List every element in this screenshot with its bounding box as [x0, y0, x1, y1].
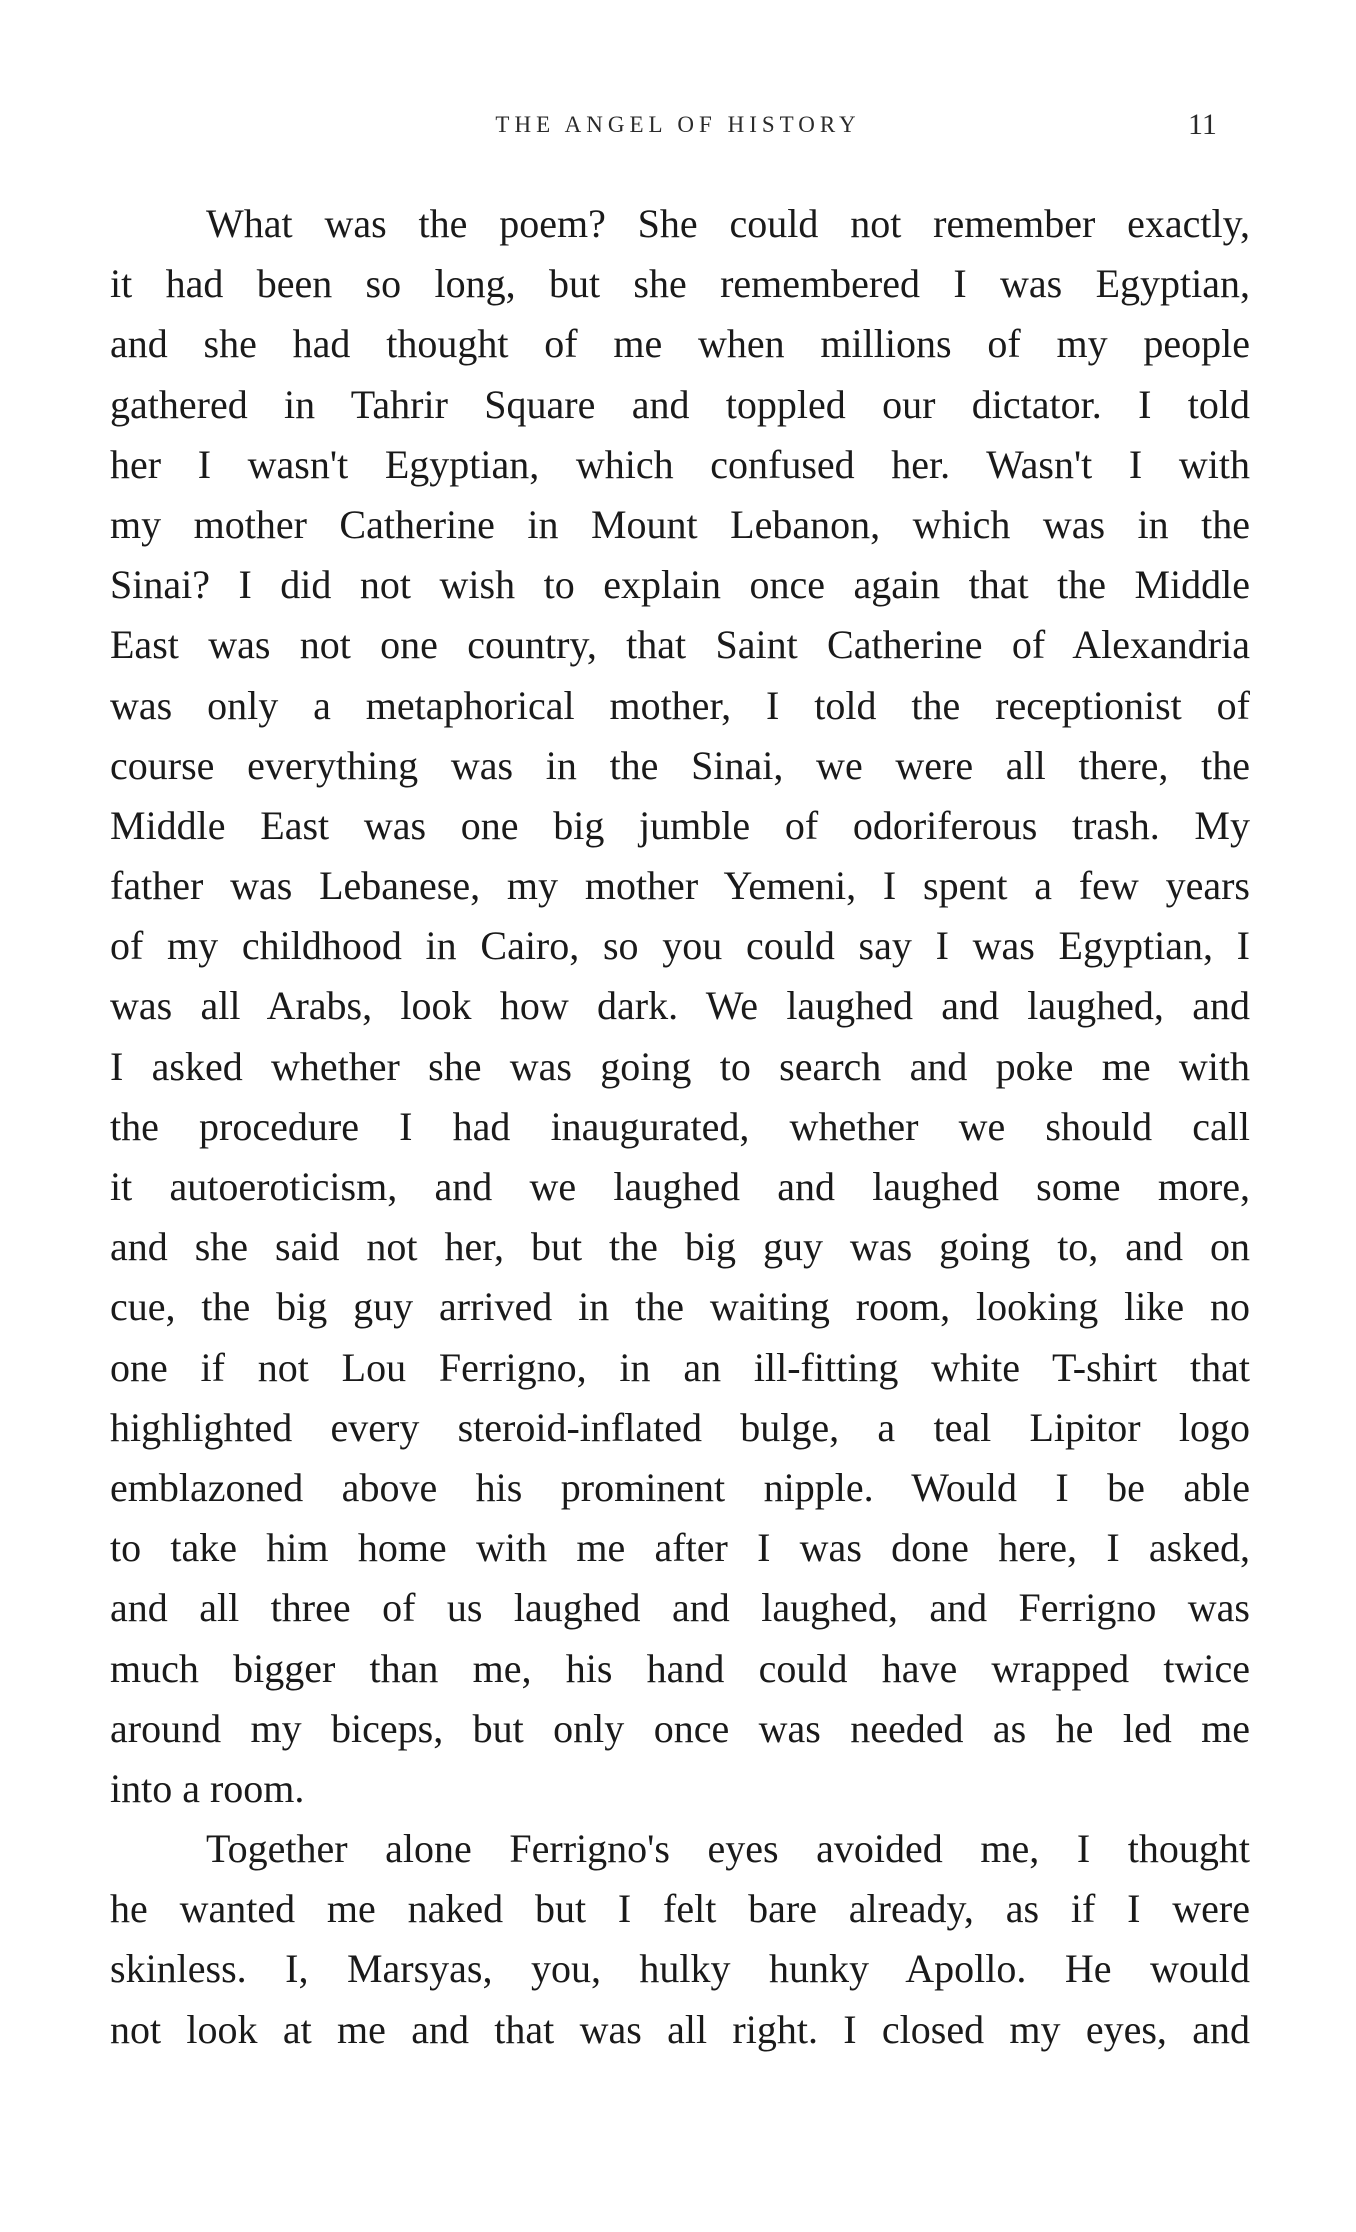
- text-line: cue, the big guy arrived in the waiting room, looking like no: [110, 1284, 1250, 1330]
- text-line: emblazoned above his prominent nipple. Would I be able: [110, 1464, 1250, 1510]
- running-title: THE ANGEL OF HISTORY: [495, 112, 861, 137]
- text-line: Middle East was one big jumble of odoriferous trash. My: [110, 802, 1250, 848]
- text-line: East was not one country, that Saint Catherine of Alexandria: [110, 622, 1250, 668]
- page-number: 11: [1188, 108, 1217, 141]
- text-line: not look at me and that was all right. I closed my eyes, and: [110, 2006, 1250, 2052]
- text-line: one if not Lou Ferrigno, in an ill-fitting white T-shirt that: [110, 1344, 1250, 1390]
- text-line: and she had thought of me when millions of my people: [110, 321, 1250, 367]
- text-line: much bigger than me, his hand could have wrapped twice: [110, 1645, 1250, 1691]
- text-line: highlighted every steroid-inflated bulge, a teal Lipitor logo: [110, 1404, 1250, 1450]
- text-line: was only a metaphorical mother, I told the receptionist of: [110, 682, 1250, 728]
- text-line: he wanted me naked but I felt bare already, as if I were: [110, 1886, 1250, 1932]
- text-line: father was Lebanese, my mother Yemeni, I spent a few years: [110, 863, 1250, 909]
- text-line: into a room.: [110, 1765, 305, 1811]
- text-line: and all three of us laughed and laughed, and Ferrigno was: [110, 1585, 1250, 1631]
- text-line: I asked whether she was going to search and poke me with: [110, 1043, 1250, 1089]
- text-line: around my biceps, but only once was needed as he led me: [110, 1705, 1250, 1751]
- text-line: was all Arabs, look how dark. We laughed and laughed, and: [110, 983, 1250, 1029]
- text-line: it had been so long, but she remembered I was Egyptian,: [110, 261, 1250, 307]
- text-line: of my childhood in Cairo, so you could say I was Egyptian, I: [110, 923, 1250, 969]
- paragraph: [110, 1819, 1250, 2060]
- text-line: it autoeroticism, and we laughed and laughed some more,: [110, 1164, 1250, 1209]
- text-line: Sinai? I did not wish to explain once again that the Middle: [110, 562, 1250, 608]
- text-line: the procedure I had inaugurated, whether we should call: [110, 1103, 1250, 1149]
- text-line: Together alone Ferrigno's eyes avoided me, I thought: [206, 1826, 1250, 1872]
- text-line: skinless. I, Marsyas, you, hulky hunky Apollo. He would: [110, 1946, 1250, 1992]
- text-line: What was the poem? She could not remember exactly,: [206, 201, 1250, 246]
- text-line: my mother Catherine in Mount Lebanon, which was in the: [110, 501, 1250, 547]
- text-line: her I wasn't Egyptian, which confused her. Wasn't I with: [110, 441, 1250, 487]
- text-line: and she said not her, but the big guy was going to, and on: [110, 1224, 1250, 1270]
- text-line: gathered in Tahrir Square and toppled our dictator. I told: [110, 381, 1250, 427]
- paragraph: [110, 194, 1250, 1819]
- body-text: [110, 194, 1250, 2060]
- text-line: to take him home with me after I was done here, I asked,: [110, 1525, 1250, 1571]
- running-head: [0, 108, 1356, 148]
- text-line: course everything was in the Sinai, we were all there, the: [110, 742, 1250, 788]
